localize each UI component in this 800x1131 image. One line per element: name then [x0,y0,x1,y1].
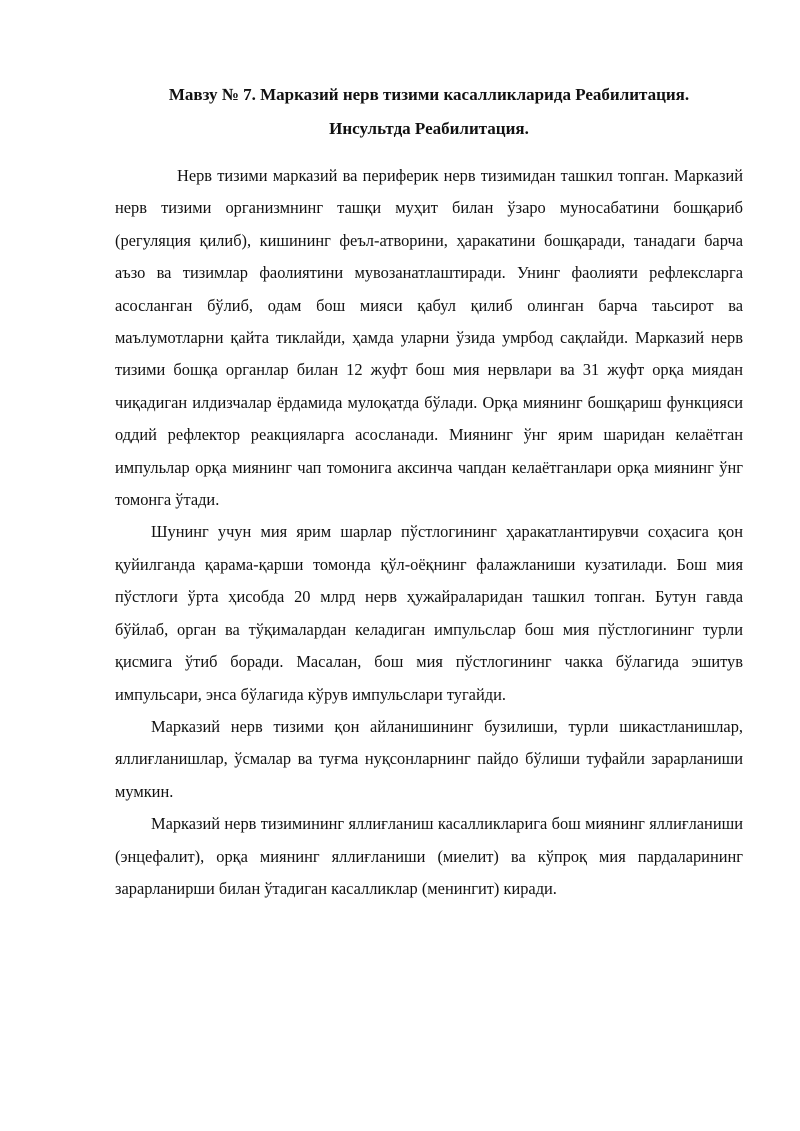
document-title-line-1: Мавзу № 7. Марказий нерв тизими касалликларида Реабилитация. [168,85,690,104]
document-body [115,160,743,905]
paragraph-3: Марказий нерв тизими қон айланишининг бузилиши, турли шикастланишлар, яллиғланишлар, ўсмалар ва туғма нуқсонларнинг пайдо бўлиши туфайли зарарланиши мумкин. [115,716,743,801]
paragraph-2: Шунинг учун мия ярим шарлар пўстлогининг ҳаракатлантирувчи соҳасига қон қуйилганда қарама-қарши томонда қўл-оёқнинг фалажланиши кузатилади. Бош мия пўстлоги ўрта ҳисобда 20 млрд нерв ҳужайраларидан ташкил топган. Бутун гавда бўйлаб, орган ва тўқималардан келадиган импульслар бош мия пўстлогининг турли қисмига ўтиб боради. Масалан, бош мия пўстлогининг чакка бўлагида эшитув импульсари, энса бўлагида кўрув импульслари тугайди. [115,522,743,704]
document-page [115,78,743,905]
document-title-line-2: Инсультда Реабилитация. [329,119,529,138]
paragraph-1: Нерв тизими марказий ва периферик нерв тизимидан ташкил топган. Марказий нерв тизими организмнинг ташқи муҳит билан ўзаро муносабатини бошқариб (регуляция қилиб), кишининг феъл-атворини, ҳаракатини бошқаради, танадаги барча аъзо ва тизимлар фаолиятини мувозанатлаштиради. Унинг фаолияти рефлексларга асосланган бўлиб, одам бош мияси қабул қилиб олинган барча таьсирот ва маълумотларни қайта тиклайди, ҳамда уларни ўзида умрбод сақлайди. Марказий нерв тизими бошқа органлар билан 12 жуфт бош мия нервлари ва 31 жуфт орқа миядан чиқадиган илдизчалар ёрдамида мулоқатда бўлади. Орқа миянинг бошқариш функцияси оддий рефлектор реакцияларга асосланади. Миянинг ўнг ярим шаридан келаётган импульлар орқа миянинг чап томонига аксинча чапдан келаётганлари орқа миянинг ўнг томонга ўтади. [115,166,743,510]
paragraph-4: Марказий нерв тизимининг яллиғланиш касалликларига бош миянинг яллиғланиши (энцефалит), орқа миянинг яллиғланиши (миелит) ва кўпроқ мия пардаларининг зарарланирши билан ўтадиган касалликлар (менингит) киради. [115,814,743,898]
